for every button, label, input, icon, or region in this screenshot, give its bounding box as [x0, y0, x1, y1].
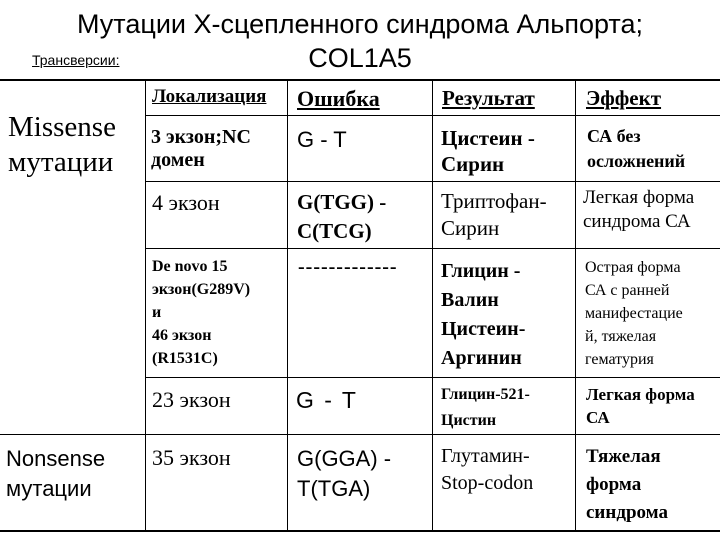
group-label-nonsense: Nonsense мутации: [6, 446, 106, 501]
table-cell-result: Глицин-521- Цистин: [441, 386, 530, 429]
table-cell-effect: Тяжелая форма синдрома: [586, 446, 668, 523]
table-cell-localization: De novo 15 экзон(G289V) и 46 экзон (R1531C): [152, 258, 251, 367]
column-divider: [287, 79, 288, 532]
header-error: Ошибка: [297, 86, 380, 111]
table-cell-result: Глутамин- Stop-codon: [441, 445, 534, 494]
column-divider: [432, 79, 433, 532]
column-divider: [145, 79, 146, 532]
table-cell-error: G(TGG) - C(TCG): [297, 190, 387, 243]
table-cell-localization: 3 экзон;NC домен: [151, 126, 251, 171]
table-cell-error: -------------: [298, 256, 398, 278]
group-label-missense: Missense мутации: [8, 111, 116, 178]
table-border-top: [0, 79, 720, 81]
page-title-line2: COL1A5: [308, 43, 412, 73]
subtitle: Трансверсии:: [32, 52, 120, 68]
table-cell-effect: Острая форма СА с ранней манифестацие й, тяжелая гематурия: [585, 259, 683, 368]
table-cell-localization: 23 экзон: [152, 387, 231, 412]
header-result: Результат: [442, 86, 535, 110]
table-cell-effect: Легкая форма синдрома СА: [583, 187, 695, 232]
header-effect: Эффект: [586, 86, 662, 110]
table-cell-result: Цистеин - Сирин: [441, 126, 535, 176]
group-divider: [0, 434, 720, 435]
table-cell-error: G - T: [297, 127, 347, 152]
column-divider: [575, 79, 576, 532]
table-cell-effect: СА без осложнений: [587, 126, 686, 171]
table-cell-result: Триптофан- Сирин: [441, 189, 547, 240]
table-cell-localization: 4 экзон: [152, 190, 220, 215]
table-cell-error: G(GGA) - T(TGA): [297, 446, 392, 501]
page-title-line1: Мутации X-сцепленного синдрома Альпорта;: [76, 9, 643, 39]
table-cell-effect: Легкая форма СА: [586, 385, 695, 427]
table-cell-result: Глицин - Валин Цистеин- Аргинин: [441, 260, 526, 369]
header-localization: Локализация: [152, 86, 267, 107]
table-border-bottom: [0, 530, 720, 532]
table-cell-localization: 35 экзон: [152, 445, 231, 470]
table-cell-error: G - T: [296, 387, 358, 413]
